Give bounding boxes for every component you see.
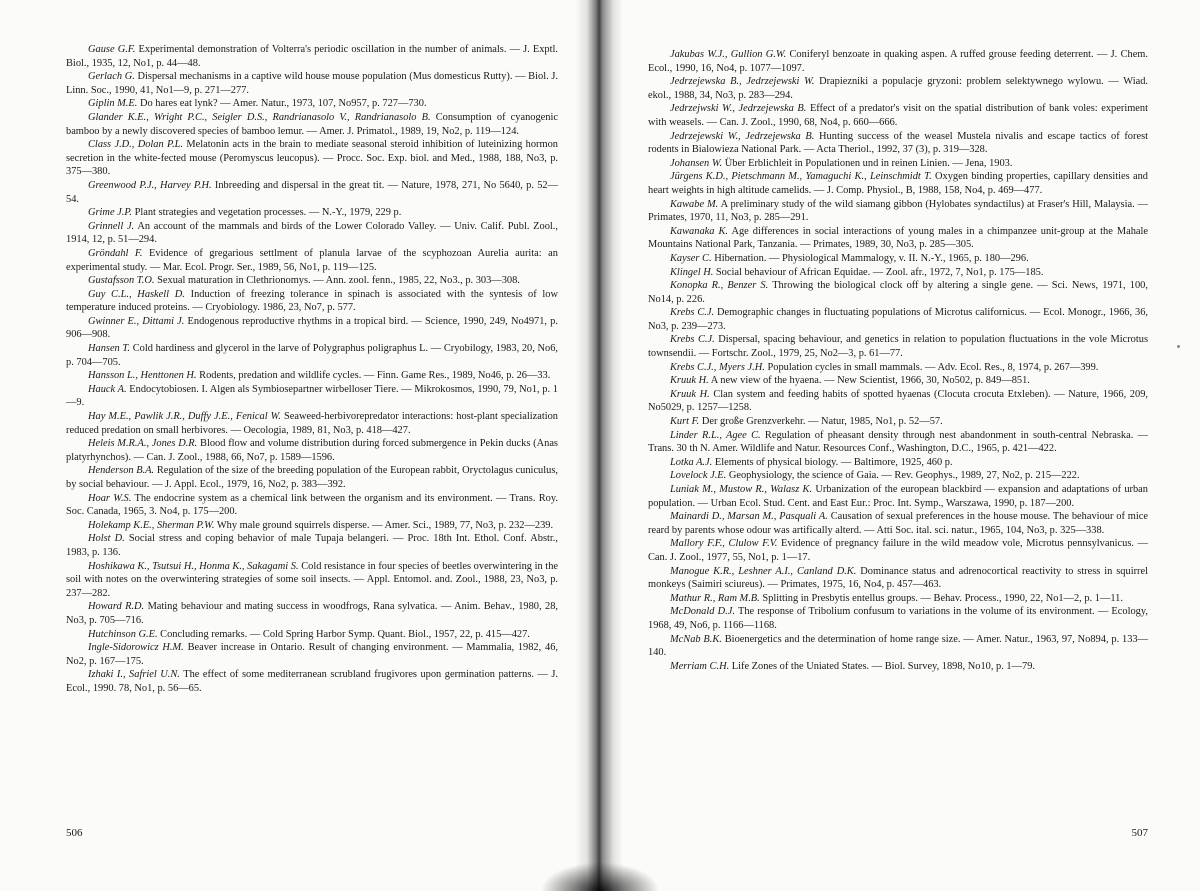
reference-entry bbox=[648, 48, 1148, 75]
reference-entry bbox=[66, 532, 558, 559]
reference-text: Der große Grenzverkehr. — Natur, 1985, No1, p. 52—57. bbox=[701, 416, 943, 428]
reference-text: Dispersal mechanisms in a captive wild house mouse population (Mus domesticus Rutty). — Biol. J. Linn. Soc., 1990, 41, No1—9, p. 271—277. bbox=[66, 71, 558, 96]
reference-text: Seaweed-herbivorepredator interactions: host-plant specialization reduced predation on small herbivores. — Oecologia, 1989, 81, No3, p. 418—427. bbox=[66, 411, 558, 436]
reference-text: Inbreeding and dispersal in the great tit. — Nature, 1978, 271, No 5640, p. 52—54. bbox=[66, 179, 558, 205]
reference-entry bbox=[648, 660, 1148, 674]
reference-entry bbox=[648, 415, 1148, 429]
reference-authors: Heleis M.R.A., Jones D.R. bbox=[88, 438, 198, 450]
reference-text: Why male ground squirrels disperse. — Amer. Sci., 1989, 77, No3, p. 232—239. bbox=[216, 519, 554, 531]
reference-text: A new view of the hyaena. — New Scientist, 1966, 30, No502, p. 849—851. bbox=[710, 375, 1030, 387]
reference-text: Demographic changes in fluctuating populations of Microtus californicus. — Ecol. Monogr., 1966, 36, No3, p. 239—273. bbox=[648, 307, 1148, 332]
reference-text: The endocrine system as a chemical link between the organism and its environment. — Trans. Roy. Soc. Canada, 1965, 3. No4, p. 175—200. bbox=[66, 492, 558, 518]
reference-text: Beaver increase in Ontario. Result of changing environment. — Mammalia, 1982, 46, No2, p. 167—175. bbox=[66, 642, 559, 667]
reference-authors: Henderson B.A. bbox=[88, 465, 155, 477]
reference-authors: Jakubas W.J., Gullion G.W. bbox=[670, 49, 787, 60]
reference-authors: Konopka R., Benzer S. bbox=[670, 280, 769, 292]
reference-authors: Kawabe M. bbox=[670, 198, 719, 210]
reference-entry bbox=[66, 315, 558, 342]
reference-authors: Kawanaka K. bbox=[670, 225, 728, 237]
reference-text: Evidence of pregnancy failure in the wild meadow vole, Microtus pennsylvanicus. — Can. J. Zool., 1977, 55, No1, p. 1—17. bbox=[648, 538, 1148, 563]
reference-authors: Holst D. bbox=[88, 533, 125, 545]
reference-authors: Krebs C.J. bbox=[670, 307, 715, 319]
reference-entry bbox=[66, 97, 558, 111]
reference-entry bbox=[66, 43, 558, 70]
reference-text: Bioenergetics and the determination of home range size. — Amer. Natur., 1963, 97, No894, p. 133—140. bbox=[648, 633, 1148, 659]
reference-text: Social behaviour of African Equidae. — Zool. afr., 1972, 7, No1, p. 175—185. bbox=[715, 266, 1044, 278]
reference-entry bbox=[66, 519, 558, 533]
reference-text: Splitting in Presbytis entellus groups. — Behav. Process., 1990, 22, No1—2, p. 1—11. bbox=[762, 592, 1123, 604]
reference-text: Sexual maturation in Clethrionomys. — Ann. zool. fenn., 1985, 22, No3., p. 303—308. bbox=[157, 275, 520, 287]
reference-authors: Hoar W.S. bbox=[88, 492, 132, 504]
reference-entry bbox=[648, 483, 1148, 510]
reference-entry bbox=[66, 464, 558, 491]
reference-entry bbox=[648, 388, 1148, 415]
reference-entry bbox=[66, 220, 558, 247]
reference-text: Blood flow and volume distribution during forced submergence in Pekin ducks (Anas platyrhynchos). — Can. J. Zool., 1988, 66, No7, p. 1589—1596. bbox=[66, 438, 558, 463]
reference-authors: Greenwood P.J., Harvey P.H. bbox=[88, 179, 212, 191]
reference-entry bbox=[66, 560, 558, 601]
reference-entry bbox=[648, 225, 1148, 252]
reference-authors: Kruuk H. bbox=[670, 375, 709, 387]
left-reference-list bbox=[66, 43, 558, 696]
reference-authors: Giplin M.E. bbox=[88, 98, 138, 110]
reference-authors: Howard R.D. bbox=[88, 601, 145, 613]
reference-entry bbox=[66, 111, 558, 138]
reference-entry bbox=[648, 75, 1148, 102]
book-gutter-shadow bbox=[575, 0, 623, 891]
reference-entry bbox=[648, 266, 1148, 280]
reference-entry bbox=[648, 333, 1148, 360]
reference-text: Regulation of pheasant density through nest abandonment in south-central Nebraska. — Trans. 30 th N. Amer. Wildlife and Natur. Resources Conf., Washington, D.C., 1965, p. 421—422. bbox=[648, 429, 1148, 455]
reference-entry bbox=[66, 247, 558, 274]
reference-authors: Merriam C.H. bbox=[670, 660, 730, 672]
reference-text: A preliminary study of the wild siamang gibbon (Hylobates syndactilus) at Fraser's Hill, Malaysia. — Primates, 1970, 11, No3, p. 285—291. bbox=[648, 198, 1148, 224]
reference-text: Induction of freezing tolerance in spinach is associated with the syntesis of low temperature induced proteins. — Cryobiology. 1986, 23, No7, p. 577. bbox=[66, 288, 558, 314]
reference-text: Cold resistance in four species of beetles overwintering in the soil with notes on the overwintering strategies of some soil insects. — Appl. Entomol. and. Zool., 1988, 23, No3, p. 237—282. bbox=[66, 560, 558, 599]
reference-authors: Gustafsson T.O. bbox=[88, 275, 155, 287]
reference-entry bbox=[648, 306, 1148, 333]
reference-authors: Hoshikawa K., Tsutsui H., Honma K., Sakagami S. bbox=[88, 560, 299, 572]
reference-entry bbox=[66, 600, 558, 627]
reference-authors: Johansen W. bbox=[670, 157, 723, 169]
reference-entry bbox=[648, 537, 1148, 564]
reference-entry bbox=[648, 456, 1148, 470]
reference-text: Rodents, predation and wildlife cycles. — Finn. Game Res., 1989, No46, p. 26—33. bbox=[199, 370, 551, 382]
reference-authors: Gerlach G. bbox=[88, 71, 135, 83]
reference-authors: Krebs C.J., Myers J.H. bbox=[670, 361, 765, 373]
reference-entry bbox=[66, 138, 558, 179]
reference-text: Endocytobiosen. I. Algen als Symbiosepartner wirbelloser Tiere. — Mikrokosmos, 1990, 79, No1, p. 1—9. bbox=[66, 383, 558, 409]
reference-authors: Izhaki I., Safriel U.N. bbox=[88, 669, 180, 681]
reference-authors: Klingel H. bbox=[670, 266, 714, 278]
reference-text: Experimental demonstration of Volterra's periodic oscillation in the number of animals. — J. Exptl. Biol., 1935, 12, No1, p. 44—48. bbox=[66, 44, 558, 69]
reference-entry bbox=[66, 342, 558, 369]
reference-authors: Glander K.E., Wright P.C., Seigler D.S., Randrianasolo V., Randrianasolo B. bbox=[88, 111, 431, 123]
reference-authors: Grinnell J. bbox=[88, 220, 135, 232]
reference-authors: Gause G.F. bbox=[88, 44, 136, 55]
reference-text: Mating behaviour and mating success in woodfrogs, Rana sylvatica. — Anim. Behav., 1980, 28, No3, p. 705—716. bbox=[66, 601, 558, 626]
reference-text: Age differences in social interactions of young males in a chimpanzee unit-group at the Mahale Mountains National Park, Tanzania. — Primates, 1989, 30, No3, p. 285—305. bbox=[648, 225, 1149, 251]
reference-authors: Krebs C.J. bbox=[670, 334, 715, 346]
reference-text: Hibernation. — Physiological Mammalogy, v. II. N.-Y., 1965, p. 180—296. bbox=[714, 252, 1029, 264]
reference-authors: Kruuk H. bbox=[670, 388, 710, 400]
reference-text: Dominance status and adrenocortical reactivity to stress in squirrel monkeys (Saimiri sciureus). — Primates, 1975, 16, No4, p. 457—463. bbox=[648, 565, 1149, 591]
reference-entry bbox=[648, 361, 1148, 375]
reference-entry bbox=[66, 668, 558, 695]
reference-authors: Class J.D., Dolan P.L. bbox=[88, 139, 184, 151]
reference-entry bbox=[648, 279, 1148, 306]
reference-authors: Luniak M., Mustow R., Walasz K. bbox=[670, 484, 813, 495]
reference-authors: Kurt F. bbox=[670, 416, 700, 428]
reference-authors: Lotka A.J. bbox=[670, 456, 713, 468]
reference-authors: Mainardi D., Marsan M., Pasquali A. bbox=[670, 511, 828, 523]
reference-authors: Jedrzejewski W., Jedrzejewska B. bbox=[670, 130, 815, 142]
reference-authors: Jedrzejewska B., Jedrzejewski W. bbox=[670, 76, 815, 88]
reference-authors: Lovelock J.E. bbox=[670, 470, 727, 482]
reference-text: The response of Tribolium confusum to variations in the volume of its environment. — Ecology, 1968, 49, No6, p. 1166—1168. bbox=[648, 606, 1148, 631]
reference-entry bbox=[66, 410, 558, 437]
left-page bbox=[0, 0, 590, 891]
reference-authors: Linder R.L., Agee C. bbox=[670, 429, 761, 441]
reference-authors: Hansson L., Henttonen H. bbox=[88, 370, 197, 382]
reference-entry bbox=[66, 641, 558, 668]
reference-text: Cold hardiness and glycerol in the larve of Polygraphus poligraphus L. — Cryobilogy, 1983, 20, No6, p. 704—705. bbox=[66, 343, 558, 368]
reference-text: Plant strategies and vegetation processes. — N.-Y., 1979, 229 p. bbox=[134, 207, 402, 219]
reference-text: An account of the mammals and birds of the Lower Colorado Valley. — Univ. Calif. Publ. Zool., 1914, 12, p. 51—294. bbox=[66, 220, 558, 246]
reference-entry bbox=[648, 565, 1148, 592]
scan-speck bbox=[1177, 345, 1180, 348]
reference-authors: Jürgens K.D., Pietschmann M., Yamaguchi K., Leinschmidt T. bbox=[670, 171, 932, 183]
reference-authors: Kayser C. bbox=[670, 252, 712, 264]
reference-text: Hunting success of the weasel Mustela nivalis and escape tactics of forest rodents in Bialowieza National Park. — Acta Theriol., 1992, 37 (3), p. 319—328. bbox=[648, 130, 1149, 156]
reference-authors: Guy C.L., Haskell D. bbox=[88, 288, 185, 300]
reference-text: Dispersal, spacing behaviour, and genetics in relation to population fluctuations in the vole Microtus townsendii. — Fortschr. Zool., 1979, 25, No2—3, p. 61—77. bbox=[648, 334, 1148, 360]
reference-entry bbox=[648, 592, 1148, 606]
reference-entry bbox=[66, 206, 558, 220]
reference-authors: McNab B.K. bbox=[670, 633, 722, 645]
right-page-number: 507 bbox=[1131, 827, 1148, 839]
reference-entry bbox=[648, 157, 1148, 171]
reference-authors: Holekamp K.E., Sherman P.W. bbox=[88, 519, 215, 531]
reference-text: Clan system and feeding habits of spotted hyaenas (Clocuta crocuta Etxleben). — Nature, 1966, 209, No5029, p. 1257—1258. bbox=[648, 388, 1148, 414]
binding-shadow bbox=[540, 862, 660, 891]
reference-authors: Mathur R., Ram M.B. bbox=[670, 592, 760, 604]
reference-entry bbox=[66, 492, 558, 519]
reference-entry bbox=[648, 252, 1148, 266]
reference-text: The effect of some mediterranean scrubland frugivores upon germination patterns. — J. Ecol., 1990. 78, No1, p. 56—65. bbox=[66, 669, 558, 694]
reference-entry bbox=[648, 130, 1148, 157]
reference-entry bbox=[66, 274, 558, 288]
reference-entry bbox=[648, 469, 1148, 483]
reference-text: Life Zones of the Uniated States. — Biol. Survey, 1898, No10, p. 1—79. bbox=[731, 660, 1035, 672]
reference-authors: Hutchinson G.E. bbox=[88, 628, 158, 640]
reference-authors: Mallory F.F., Clulow F.V. bbox=[670, 538, 778, 550]
reference-authors: McDonald D.J. bbox=[670, 606, 735, 618]
reference-text: Evidence of gregarious settlment of planula larvae of the scyphozoan Aurelia aurita: an experimental study. — Mar. Ecol. Progr. Ser., 1989, 56, No1, p. 119—125. bbox=[66, 247, 558, 273]
right-page bbox=[608, 0, 1200, 891]
reference-entry bbox=[66, 70, 558, 97]
reference-authors: Ingle-Sidorowicz H.M. bbox=[88, 642, 184, 654]
reference-entry bbox=[66, 437, 558, 464]
reference-entry bbox=[648, 633, 1148, 660]
reference-authors: Hansen T. bbox=[88, 343, 131, 355]
reference-authors: Gwinner E., Dittami J. bbox=[88, 315, 185, 327]
reference-text: Geophysiology, the science of Gaia. — Rev. Geophys., 1989, 27, No2, p. 215—222. bbox=[728, 470, 1080, 482]
reference-text: Elements of physical biology. — Baltimore, 1925, 460 p. bbox=[714, 456, 953, 468]
reference-entry bbox=[648, 102, 1148, 129]
reference-text: Endogenous reproductive rhythms in a tropical bird. — Science, 1990, 249, No4971, p. 906—908. bbox=[66, 315, 558, 341]
reference-text: Coniferyl benzoate in quaking aspen. A ruffed grouse feeding deterrent. — J. Chem. Ecol., 1990, 16, No4, p. 1077—1097. bbox=[648, 49, 1148, 74]
reference-entry bbox=[66, 179, 558, 206]
reference-entry bbox=[66, 383, 558, 410]
reference-authors: Grime J.P. bbox=[88, 207, 132, 219]
reference-text: Do hares eat lynk? — Amer. Natur., 1973, 107, No957, p. 727—730. bbox=[139, 98, 427, 110]
left-page-number: 506 bbox=[66, 827, 83, 839]
reference-text: Drapieznikі a populacje gryzoni: problem selektywnego wylowu. — Wiad. ekol., 1988, 34, No3, p. 283—294. bbox=[648, 76, 1148, 101]
right-reference-list bbox=[648, 48, 1148, 673]
reference-text: Throwing the biological clock off by altering a single gene. — Sci. News, 1971, 100, No14, p. 226. bbox=[648, 280, 1148, 305]
reference-entry bbox=[648, 374, 1148, 388]
reference-entry bbox=[648, 429, 1148, 456]
reference-entry bbox=[66, 288, 558, 315]
reference-text: Population cycles in small mammals. — Adv. Ecol. Res., 8, 1974, p. 267—399. bbox=[767, 361, 1099, 373]
reference-text: Effect of a predator's visit on the spatial distribution of bank voles: experiment with weasels. — Can. J. Zool., 1990, 68, No4, p. 660—666. bbox=[648, 103, 1148, 128]
reference-text: Consumption of cyanogenic bamboo by a newly discovered species of bamboo lemur. — Amer. J. Primatol., 1989, 19, No2, p. 119—124. bbox=[66, 111, 558, 137]
reference-authors: Hauck A. bbox=[88, 383, 127, 395]
reference-text: Concluding remarks. — Cold Spring Harbor Symp. Quant. Biol., 1957, 22, p. 415—427. bbox=[160, 628, 530, 640]
reference-entry bbox=[648, 198, 1148, 225]
reference-entry bbox=[648, 510, 1148, 537]
reference-authors: Gröndahl F. bbox=[88, 247, 143, 259]
reference-authors: Manogue K.R., Leshner A.I., Canland D.K. bbox=[670, 565, 857, 577]
reference-entry bbox=[66, 369, 558, 383]
reference-text: Regulation of the size of the breeding population of the European rabbit, Oryctolagus cuniculus, by social behaviour. — J. Appl. Ecol., 1979, 16, No2, p. 383—392. bbox=[66, 465, 558, 490]
reference-text: Urbanization of the european blackbird — expansion and adaptations of urban population. — Urban Ecol. Stud. Cent. and East Eur.: Proc. Int. Symp., Warszawa, 1990, p. 187—200. bbox=[648, 484, 1148, 509]
reference-authors: Hay M.E., Pawlik J.R., Duffy J.E., Fenical W. bbox=[88, 411, 281, 423]
reference-authors: Jedrzejwski W., Jedrzejewska B. bbox=[670, 103, 807, 115]
reference-entry bbox=[648, 605, 1148, 632]
reference-text: Causation of sexual preferences in the house mouse. The behaviour of mice reard by parents whose odour was artifically alterd. — Atti Soc. ital. sci. natur., 1965, 104, No3, p. 325—338. bbox=[648, 511, 1149, 536]
reference-text: Social stress and coping behavior of male Tupaja belangeri. — Proc. 18th Int. Ethol. Conf. Abstr., 1983, p. 136. bbox=[66, 533, 558, 558]
reference-entry bbox=[66, 628, 558, 642]
reference-text: Über Erblichleit in Populationen und in reinen Linien. — Jena, 1903. bbox=[724, 157, 1013, 169]
reference-text: Melatonin acts in the brain to mediate seasonal steroid inhibition of luteinizing hormon secretion in the white-fected mouse (Peromyscus leucopus). — Procc. Soc. Exp. biol. and Med., 1988, 188, No3, p. 375—380. bbox=[66, 139, 558, 178]
reference-entry bbox=[648, 170, 1148, 197]
reference-text: Oxygen binding properties, capillary densities and heart weights in high altitude camelids. — J. Comp. Physiol., B, 1988, 158, No4, p. 469—477. bbox=[648, 171, 1148, 196]
